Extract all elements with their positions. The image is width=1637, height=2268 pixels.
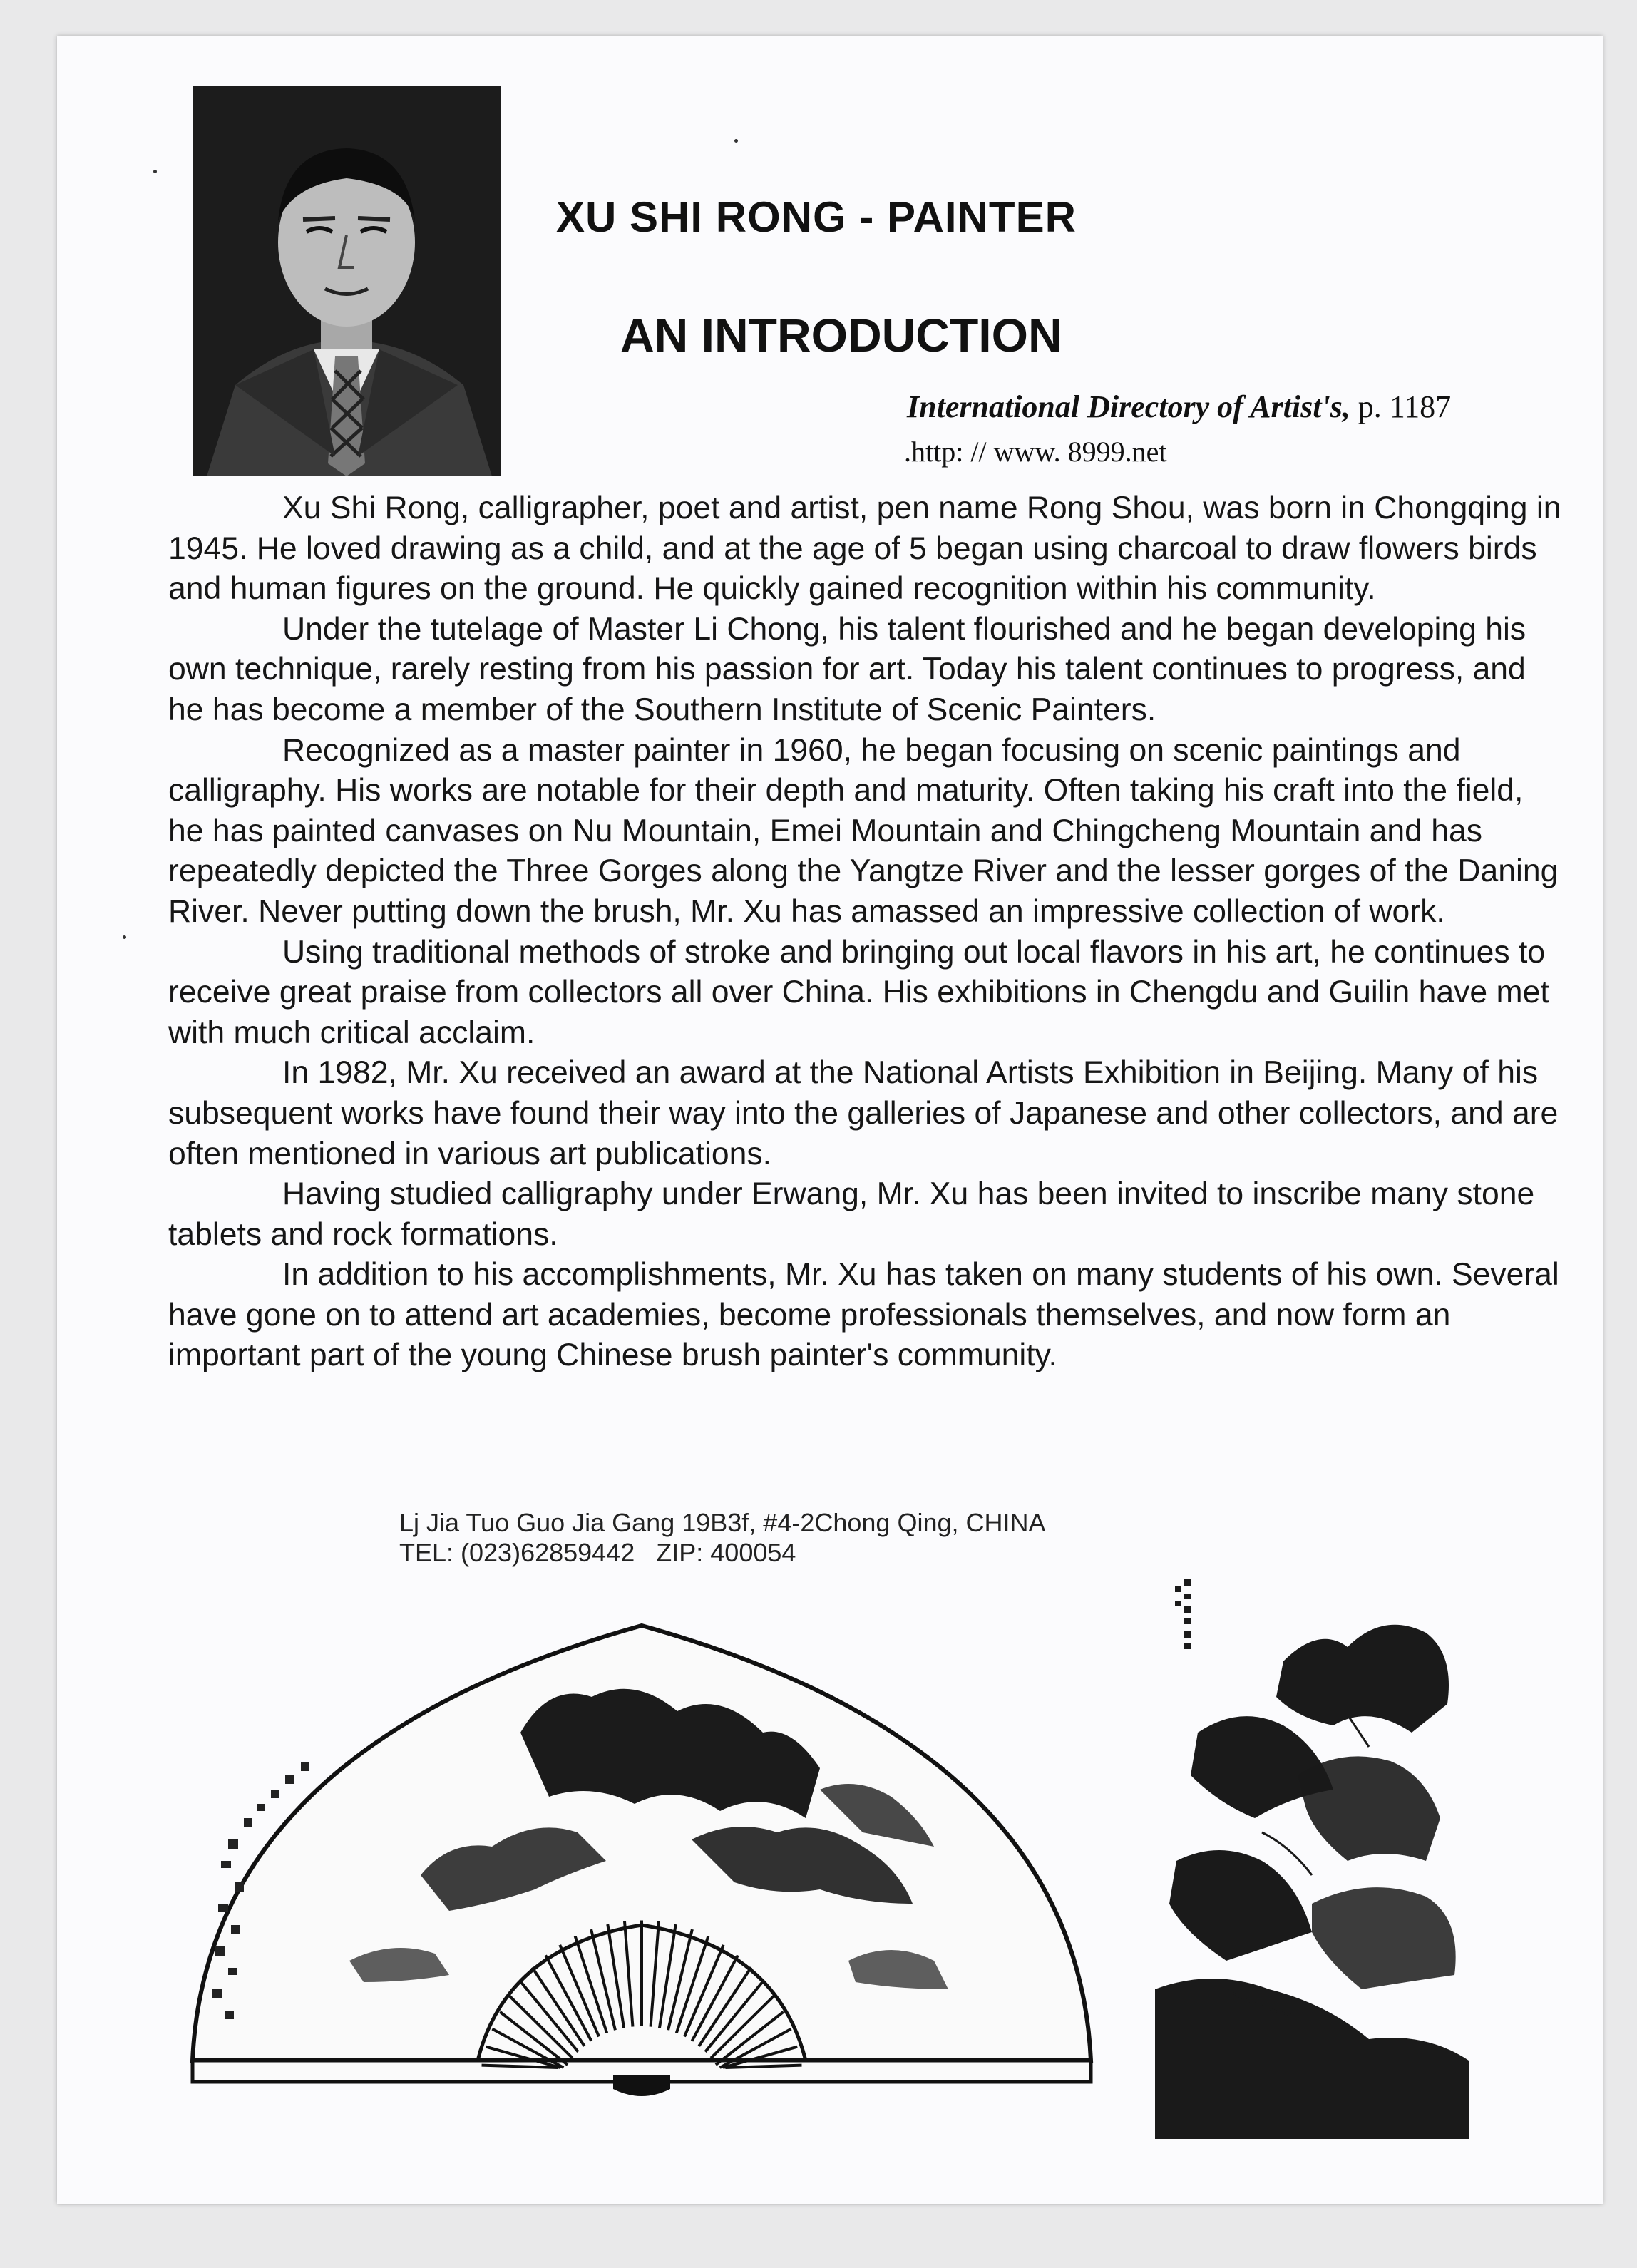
phone-zip-line xyxy=(399,1538,1255,1568)
paragraph: Having studied calligraphy under Erwang, Mr. Xu has been invited to inscribe many stone tablets and rock formations. xyxy=(168,1176,1535,1252)
paragraph: In 1982, Mr. Xu received an award at the National Artists Exhibition in Beijing. Many of his subsequent works have found their way into the galleries of Japanese and other collectors, and are often mentioned in various art publications. xyxy=(168,1055,1559,1171)
paragraph: Under the tutelage of Master Li Chong, his talent flourished and he began developing his own technique, rarely resting from his passion for art. Today his talent continues to progress, and he has become a member of the Southern Institute of Scenic Painters. xyxy=(168,611,1526,727)
introduction-text xyxy=(168,488,1566,1376)
telephone: TEL: (023)62859442 xyxy=(399,1538,635,1567)
page-title: XU SHI RONG - PAINTER xyxy=(556,193,1077,241)
website-url: .http: // www. 8999.net xyxy=(904,436,1167,468)
paragraph: Recognized as a master painter in 1960, he began focusing on scenic paintings and calligraphy. His works are notable for their depth and maturity. Often taking his craft into the field, he has painted canvases on Nu Mountain, Emei Mountain and Chingcheng Mountain and has repeatedly depicted the Three Gorges along the Yangtze River and the lesser gorges of the Daning River. Never putting down the brush, Mr. Xu has amassed an impressive collection of work. xyxy=(168,732,1559,929)
contact-info xyxy=(399,1508,1255,1568)
scan-speck xyxy=(123,935,126,939)
address: Lj Jia Tuo Guo Jia Gang 19B3f, #4-2Chong Qing, CHINA xyxy=(399,1508,1046,1537)
fan-painting-image xyxy=(178,1604,1105,2118)
page-subtitle: AN INTRODUCTION xyxy=(620,309,1062,361)
directory-title: International Directory of Artist's, xyxy=(907,389,1350,424)
directory-citation xyxy=(907,389,1620,425)
author-portrait-photo xyxy=(193,86,501,476)
paragraph: Xu Shi Rong, calligrapher, poet and artist, pen name Rong Shou, was born in Chongqing in 1945. He loved drawing as a child, and at the age of 5 began using charcoal to draw flowers birds and human figures on the ground. He quickly gained recognition within his community. xyxy=(168,491,1561,607)
zip-code: ZIP: 400054 xyxy=(656,1538,796,1567)
scan-speck xyxy=(734,139,738,143)
scan-speck xyxy=(153,170,157,173)
paragraph: Using traditional methods of stroke and bringing out local flavors in his art, he continues to receive great praise from collectors all over China. His exhibitions in Chengdu and Guilin have met with much critical acclaim. xyxy=(168,934,1549,1050)
landscape-painting-image xyxy=(1155,1561,1469,2139)
directory-page: p. 1187 xyxy=(1358,389,1452,424)
paragraph: In addition to his accomplishments, Mr. Xu has taken on many students of his own. Several have gone on to attend art academies, become professionals themselves, and now form an important part of the young Chinese brush painter's community. xyxy=(168,1257,1559,1373)
